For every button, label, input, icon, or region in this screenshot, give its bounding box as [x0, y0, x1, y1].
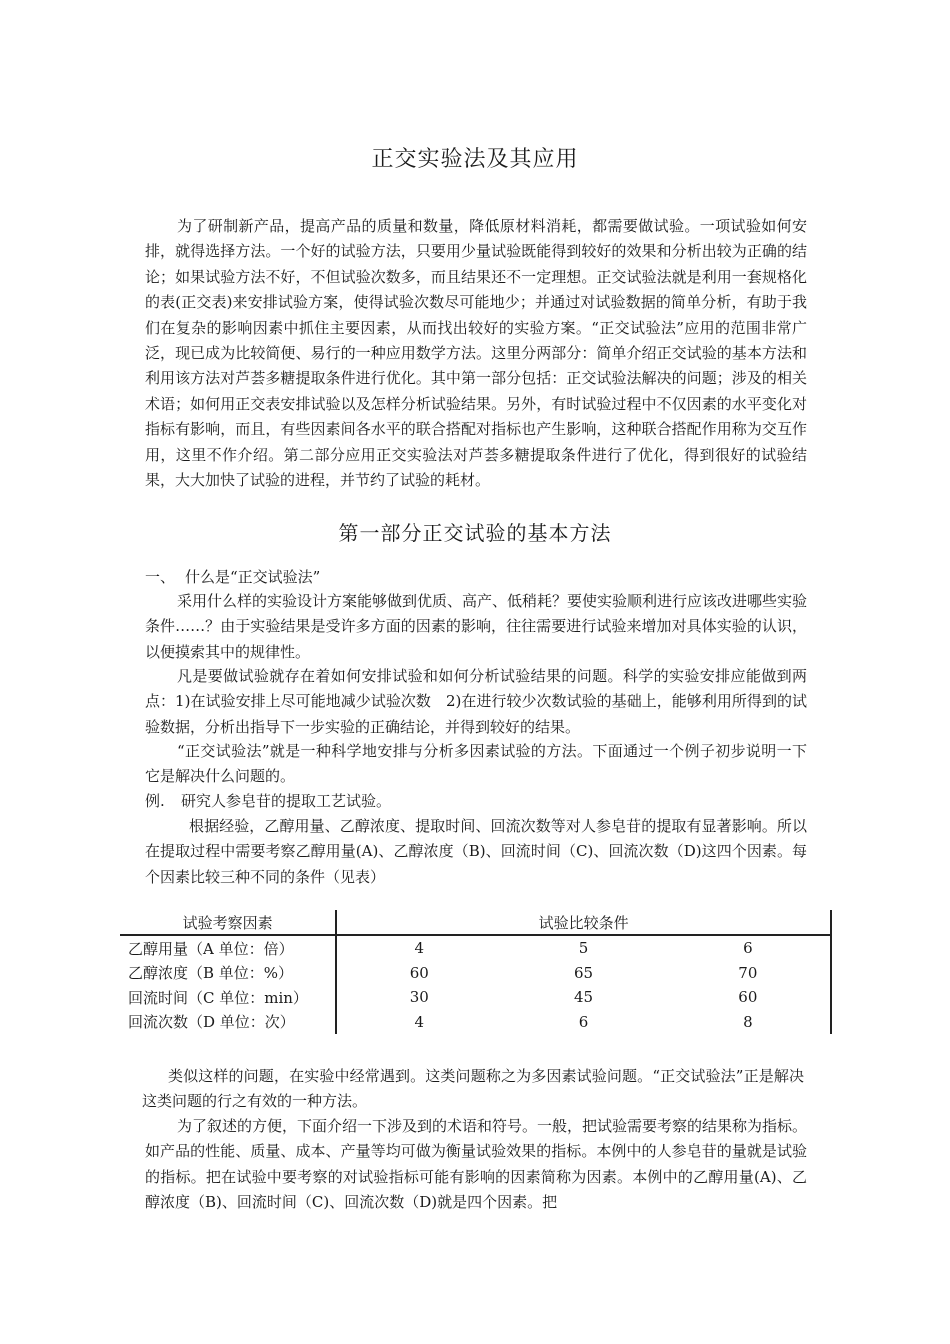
value-cell: 60 [409, 963, 429, 982]
example-paragraph: 根据经验，乙醇用量、乙醇浓度、提取时间、回流次数等对人参皂苷的提取有显著影响。所以在提取过程中需要考察乙醇用量(A)、乙醇浓度（B)、回流时间（C)、回流次数（D)这四个因素。每个因素比较三种不同的条件（见表） [145, 817, 807, 886]
problem-paragraph: 凡是要做试验就存在着如何安排试验和如何分析试验结果的问题。科学的实验安排应能做到两点：1)在试验安排上尽可能地减少试验次数 2)在进行较少次数试验的基础上，能够利用所得到的试验数据，分析出指导下一步实验的正确结论，并得到较好的结果。 [145, 667, 807, 736]
factor-cell: 回流次数（D 单位：次） [120, 1010, 336, 1035]
value-cell: 30 [409, 988, 429, 1007]
section1-title: 什么是“正交试验法” [185, 568, 321, 586]
question-paragraph: 采用什么样的实验设计方案能够做到优质、高产、低稍耗？要使实验顺利进行应该改进哪些实验条件……？由于实验结果是受许多方面的因素的影响，往往需要进行试验来增加对具体实验的认识，以便摸索其中的规律性。 [145, 592, 808, 661]
value-cell: 5 [578, 939, 589, 958]
table-row [120, 1010, 831, 1035]
part1-heading: 第一部分正交试验的基本方法 [338, 521, 612, 545]
value-cell: 65 [574, 963, 594, 982]
table-row [120, 935, 831, 961]
example-heading [145, 789, 391, 814]
value-cell: 6 [666, 935, 831, 961]
factor-cell: 乙醇浓度（B 单位：%） [120, 961, 336, 986]
factor-cell: 回流时间（C 单位：min） [120, 985, 336, 1010]
table-header-row [120, 910, 831, 935]
value-cell: 70 [666, 961, 831, 986]
header-conditions: 试验比较条件 [336, 910, 831, 935]
factor-table [120, 910, 832, 1034]
value-cell: 6 [578, 1012, 589, 1031]
value-cell: 45 [574, 988, 594, 1007]
value-cell: 8 [666, 1010, 831, 1035]
definition-paragraph: “正交试验法”就是一种科学地安排与分析多因素试验的方法。下面通过一个例子初步说明一下它是解决什么问题的。 [145, 742, 807, 786]
example-title: 研究人参皂苷的提取工艺试验。 [181, 792, 392, 810]
value-cell: 4 [414, 1012, 425, 1031]
value-cell: 4 [414, 939, 425, 958]
factor-cell: 乙醇用量（A 单位：倍） [120, 935, 336, 961]
terms-paragraph: 为了叙述的方便，下面介绍一下涉及到的术语和符号。一般，把试验需要考察的结果称为指标。如产品的性能、质量、成本、产量等均可做为衡量试验效果的指标。本例中的人参皂苷的量就是试验的指标。把在试验中要考察的对试验指标可能有影响的因素简称为因素。本例中的乙醇用量(A)、乙醇浓度（B)、回流时间（C)、回流次数（D)就是四个因素。把 [145, 1117, 808, 1212]
table-row [120, 985, 831, 1010]
value-cell: 60 [666, 985, 831, 1010]
document-title: 正交实验法及其应用 [371, 147, 579, 172]
example-label: 例. [145, 792, 165, 810]
intro-paragraph: 为了研制新产品，提高产品的质量和数量，降低原材料消耗，都需要做试验。一项试验如何安排，就得选择方法。一个好的试验方法，只要用少量试验既能得到较好的效果和分析出较为正确的结论；如果试验方法不好，不但试验次数多，而且结果还不一定理想。正交试验法就是利用一套规格化的表(正交表)来安排试验方案，使得试验次数尽可能地少；并通过对试验数据的简单分析，有助于我们在复杂的影响因素中抓住主要因素，从而找出较好的实验方案。“正交试验法”应用的范围非常广泛，现已成为比较简便、易行的一种应用数学方法。这里分两部分：简单介绍正交试验的基本方法和利用该方法对芦荟多糖提取条件进行优化。其中第一部分包括：正交试验法解决的问题；涉及的相关术语；如何用正交表安排试验以及怎样分析试验结果。另外，有时试验过程中不仅因素的水平变化对指标有影响，而且，有些因素间各水平的联合搭配对指标也产生影响，这种联合搭配作用称为交互作用，这里不作介绍。第二部分应用正交实验法对芦荟多糖提取条件进行了优化，得到很好的试验结果，大大加快了试验的进程，并节约了试验的耗材。 [145, 217, 807, 490]
section1-heading [145, 565, 320, 590]
section1-number: 一、 [145, 568, 176, 586]
after-table-paragraph: 类似这样的问题，在实验中经常遇到。这类问题称之为多因素试验问题。“正交试验法”正是解决这类问题的行之有效的一种方法。 [142, 1067, 804, 1111]
table-row [120, 961, 831, 986]
header-factor: 试验考察因素 [120, 910, 336, 935]
